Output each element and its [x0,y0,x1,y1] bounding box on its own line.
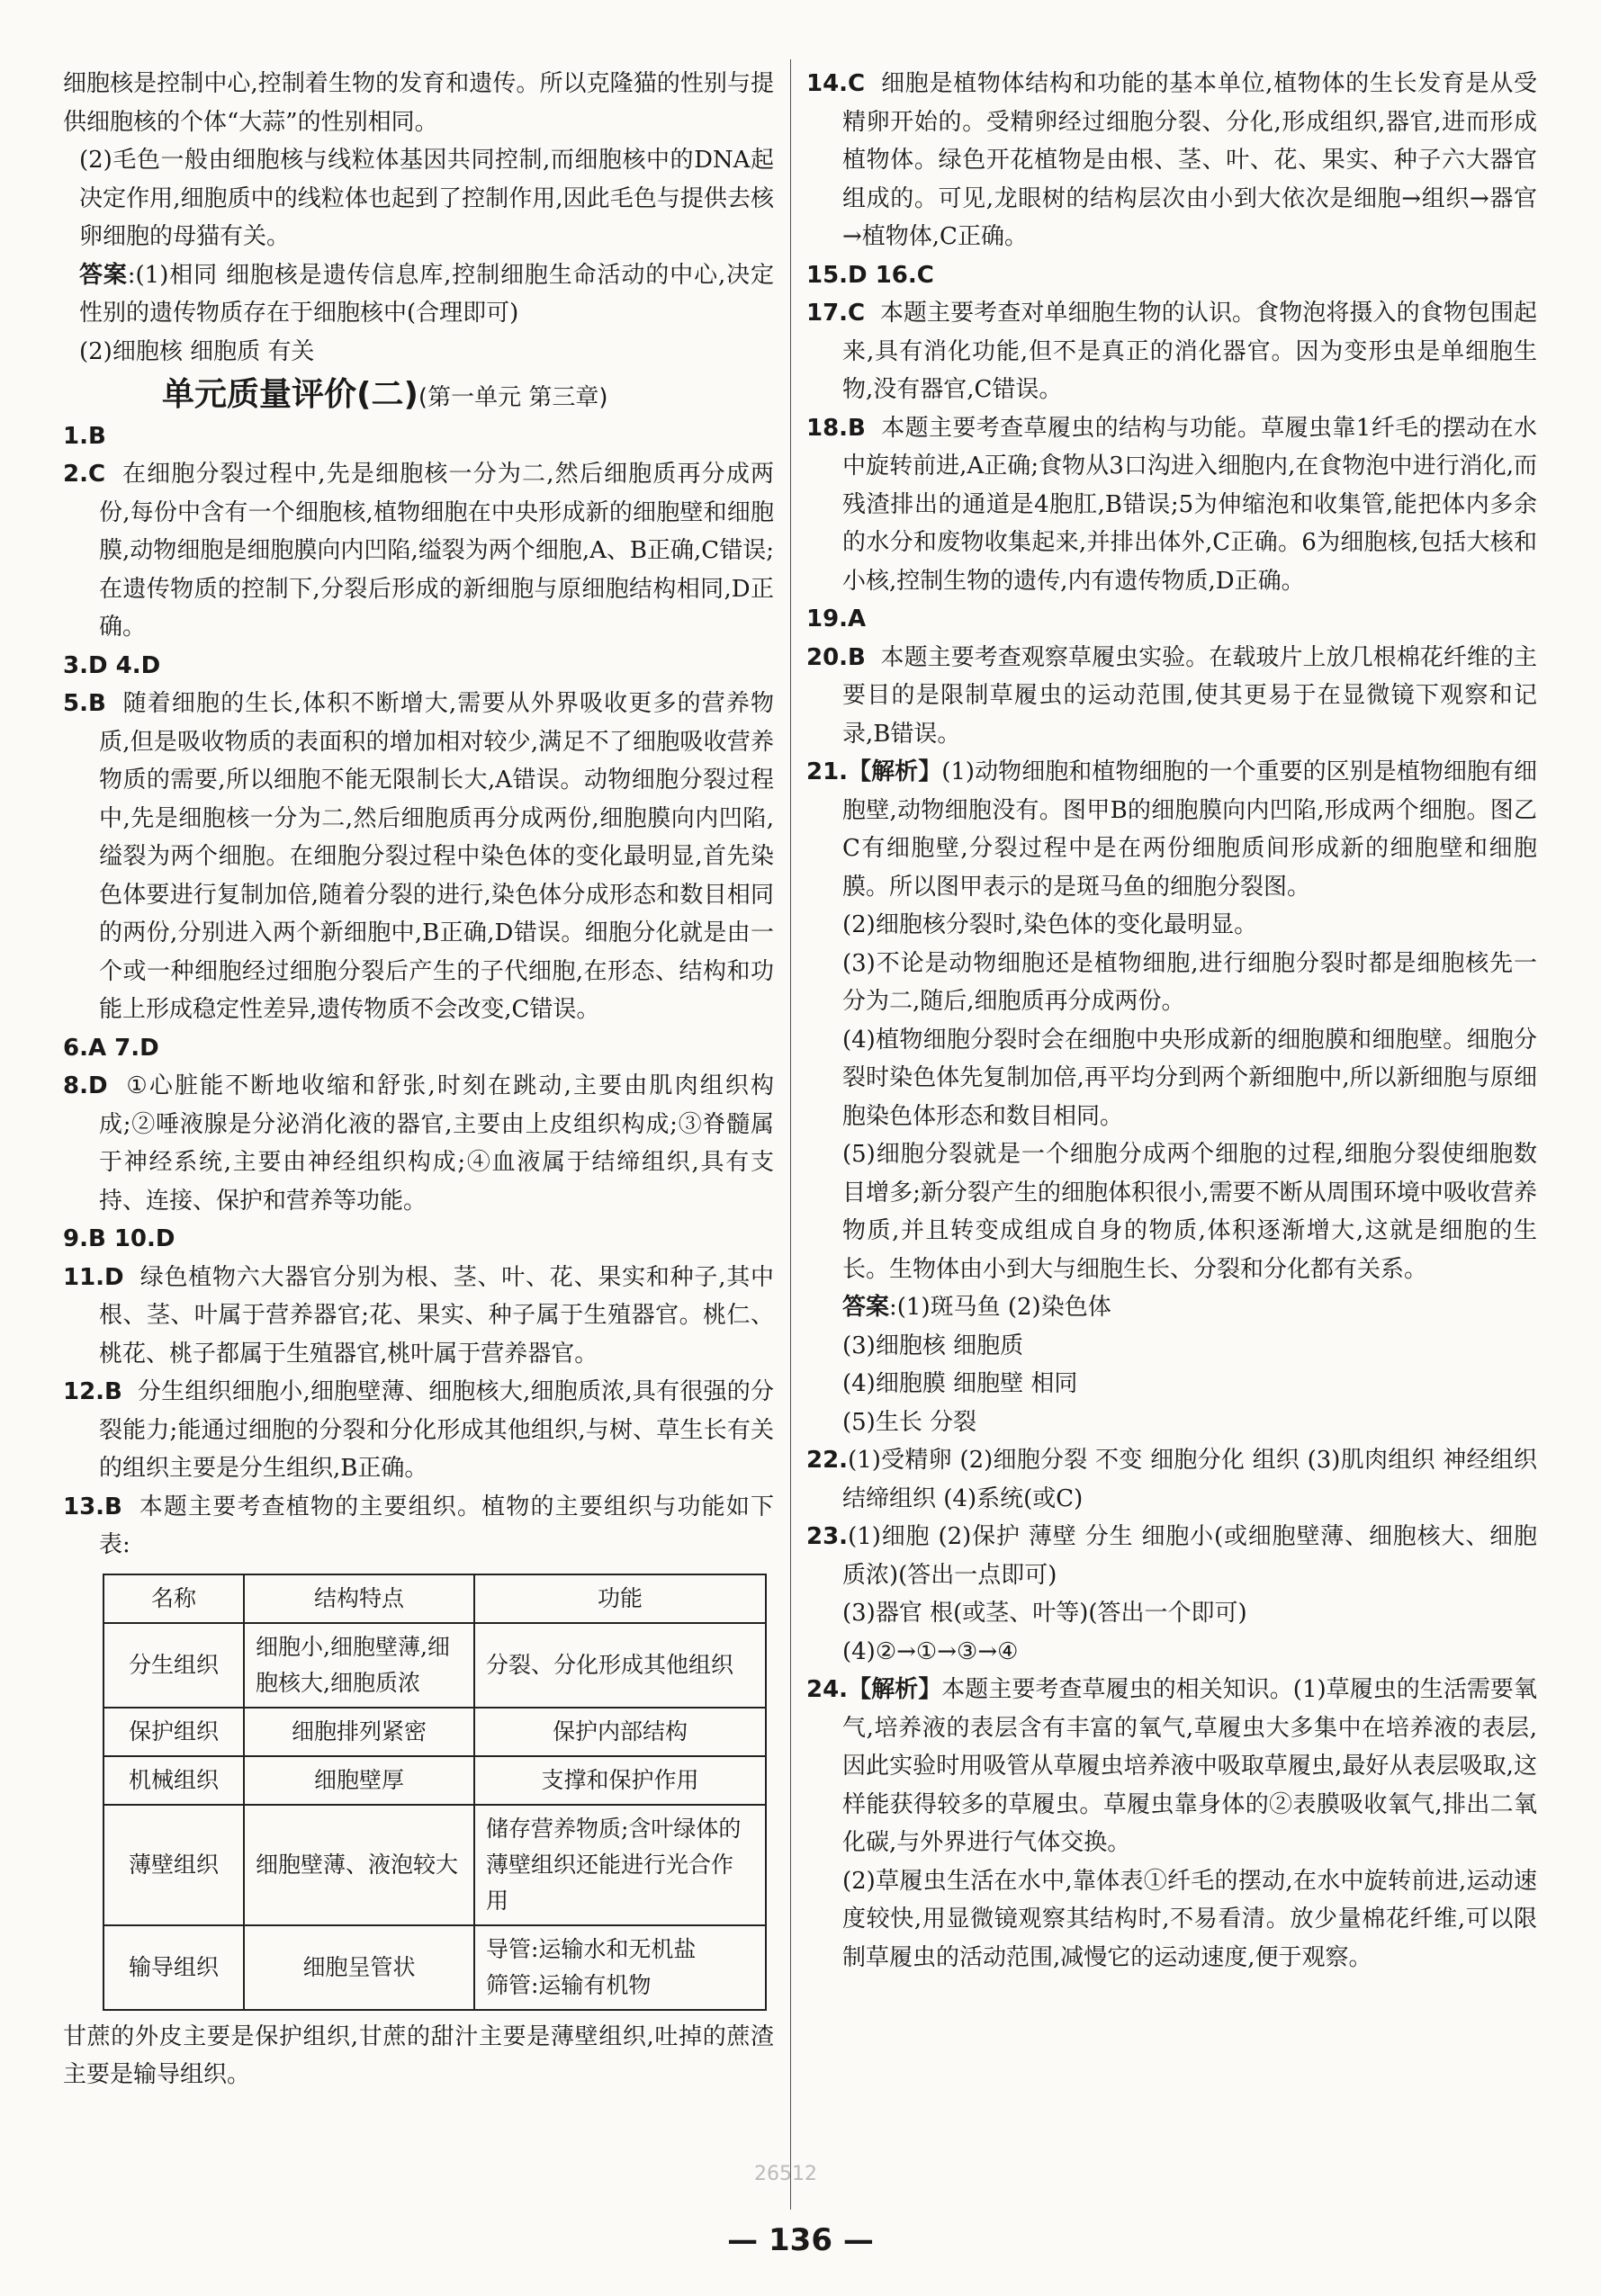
table-row: 输导组织 细胞呈管状 导管:运输水和无机盐 筛管:运输有机物 [103,1925,766,2010]
question-19: 19.A [806,605,867,632]
question-20: 20.B 本题主要考查观察草履虫实验。在载玻片上放几根棉花纤维的主要目的是限制草履虫的运动范围,使其更易于在显微镜下观察和记录,B错误。 [806,643,1537,748]
question-3-4: 3.D 4.D [63,651,161,679]
question-13: 13.B 本题主要考查植物的主要组织。植物的主要组织与功能如下表: [63,1493,774,1558]
q21-answer-2: (3)细胞核 细胞质 [842,1332,1024,1359]
question-18: 18.B 本题主要考查草履虫的结构与功能。草履虫靠1纤毛的摆动在水中旋转前进,A正确;食物从3口沟进入细胞内,在食物泡中进行消化,而残渣排出的通道是4胞肛,B错误;5为伸缩泡和收集管,能把体内多余的水分和废物收集起来,并排出体外,C正确。6为细胞核,包括大核和小核,控制生物的遗传,内有遗传物质,D正确。 [806,414,1538,595]
section-title-main: 单元质量评价(二) [162,376,418,413]
question-13-after: 甘蔗的外皮主要是保护组织,甘蔗的甜汁主要是薄壁组织,吐掉的蔗渣主要是输导组织。 [63,2022,774,2088]
tissue-table [103,1574,767,2011]
question-17: 17.C 本题主要考查对单细胞生物的认识。食物泡将摄入的食物包围起来,具有消化功能,但不是真正的消化器官。因为变形虫是单细胞生物,没有器官,C错误。 [806,300,1537,403]
q21-answer: 答案:(1)斑马鱼 (2)染色体 [842,1294,1111,1321]
question-12: 12.B 分生组织细胞小,细胞壁薄、细胞核大,细胞质浓,具有很强的分裂能力;能通过细胞的分裂和分化形成其他组织,与树、草生长有关的组织主要是分生组织,B正确。 [63,1378,774,1482]
question-11: 11.D 绿色植物六大器官分别为根、茎、叶、花、果实和种子,其中根、茎、叶属于营养器官;花、果实、种子属于生殖器官。桃仁、桃花、桃子都属于生殖器官,桃叶属于营养器官。 [63,1263,775,1368]
question-24: 24.【解析】本题主要考查草履虫的相关知识。(1)草履虫的生活需要氧气,培养液的表层含有丰富的氧气,草履虫大多集中在培养液的表层,因此实验时用吸管从草履虫培养液中吸取草履虫,最好从表层吸取,这样能获得较多的草履虫。草履虫靠身体的②表膜吸收氧气,排出二氧化碳,与外界进行气体交换。 [806,1676,1537,1856]
right-column [806,65,1537,1977]
intro-paragraph-2: (2)毛色一般由细胞核与线粒体基因共同控制,而细胞核中的DNA起决定作用,细胞质中的线粒体也起到了控制作用,因此毛色与提供去核卵细胞的母猫有关。 [79,147,774,250]
question-14: 14.C 细胞是植物体结构和功能的基本单位,植物体的生长发育是从受精卵开始的。受精卵经过细胞分裂、分化,形成组织,器官,进而形成植物体。绿色开花植物是由根、茎、叶、花、果实、种子六大器官组成的。可见,龙眼树的结构层次由小到大依次是细胞→组织→器官→植物体,C正确。 [806,70,1538,250]
section-title-sub: (第一单元 第三章) [418,384,608,411]
q21-answer-4: (5)生长 分裂 [842,1408,977,1436]
table-header: 功能 [474,1574,766,1623]
q21-part-3: (3)不论是动物细胞还是植物细胞,进行细胞分裂时都是细胞核先一分为二,随后,细胞质再分成两份。 [842,949,1537,1015]
column-divider [790,59,791,2210]
q23-part-4: (4)②→①→③→④ [842,1637,1019,1665]
question-5: 5.B 随着细胞的生长,体积不断增大,需要从外界吸收更多的营养物质,但是吸收物质的表面积的增加相对较少,满足不了细胞吸收营养物质的需要,所以细胞不能无限制长大,A错误。动物细胞分裂过程中,先是细胞核一分为二,然后细胞质再分成两份,细胞膜向内凹陷,缢裂为两个细胞。在细胞分裂过程中染色体的变化最明显,首先染色体要进行复制加倍,随着分裂的进行,染色体分成形态和数目相同的两份,分别进入两个新细胞中,B正确,D错误。细胞分化就是由一个或一种细胞经过细胞分裂后产生的子代细胞,在形态、结构和功能上形成稳定性差异,遗传物质不会改变,C错误。 [63,690,775,1023]
page-number: — 136 — [727,2222,874,2258]
question-23: 23.(1)细胞 (2)保护 薄壁 分生 细胞小(或细胞壁薄、细胞核大、细胞质浓)(答出一点即可) [806,1523,1537,1589]
table-row: 保护组织 细胞排列紧密 保护内部结构 [103,1708,766,1756]
intro-paragraph-1: 细胞核是控制中心,控制着生物的发育和遗传。所以克隆猫的性别与提供细胞核的个体“大蒜”的性别相同。 [63,70,774,136]
question-2: 2.C 在细胞分裂过程中,先是细胞核一分为二,然后细胞质再分成两份,每份中含有一个细胞核,植物细胞在中央形成新的细胞壁和细胞膜,动物细胞是细胞膜向内凹陷,缢裂为两个细胞,A、B正确,C错误;在遗传物质的控制下,分裂后形成的新细胞与原细胞结构相同,D正确。 [63,461,775,641]
q23-part-3: (3)器官 根(或茎、叶等)(答出一个即可) [842,1600,1247,1627]
q21-answer-3: (4)细胞膜 细胞壁 相同 [842,1370,1078,1397]
question-21: 21.【解析】(1)动物细胞和植物细胞的一个重要的区别是植物细胞有细胞壁,动物细胞没有。图甲B的细胞膜向内凹陷,形成两个细胞。图乙C有细胞壁,分裂过程中是在两份细胞质间形成新的细胞壁和细胞膜。所以图甲表示的是斑马鱼的细胞分裂图。 [806,758,1537,901]
q24-part-2: (2)草履虫生活在水中,靠体表①纤毛的摆动,在水中旋转前进,运动速度较快,用显微镜观察其结构时,不易看清。放少量棉花纤维,可以限制草履虫的活动范围,减慢它的运动速度,便于观察。 [842,1867,1537,1971]
table-row: 机械组织 细胞壁厚 支撑和保护作用 [103,1756,766,1805]
q21-part-4: (4)植物细胞分裂时会在细胞中央形成新的细胞膜和细胞壁。细胞分裂时染色体先复制加倍,再平均分到两个新细胞中,所以新细胞与原细胞染色体形态和数目相同。 [842,1026,1537,1130]
table-row: 分生组织 细胞小,细胞壁薄,细胞核大,细胞质浓 分裂、分化形成其他组织 [103,1623,766,1708]
left-column [63,65,774,2094]
q21-part-5: (5)细胞分裂就是一个细胞分成两个细胞的过程,细胞分裂使细胞数目增多;新分裂产生的细胞体积很小,需要不断从周围环境中吸收营养物质,并且转变成组成自身的物质,体积逐渐增大,这就是细胞的生长。生物体由小到大与细胞生长、分裂和分化都有关系。 [842,1141,1537,1283]
table-header-row [103,1574,766,1623]
question-6-7: 6.A 7.D [63,1034,159,1062]
intro-answer [63,256,774,333]
q21-part-2: (2)细胞核分裂时,染色体的变化最明显。 [842,911,1258,938]
table-header: 名称 [103,1574,244,1623]
question-15-16: 15.D 16.C [806,261,934,289]
table-row: 薄壁组织 细胞壁薄、液泡较大 储存营养物质;含叶绿体的薄壁组织还能进行光合作用 [103,1805,766,1925]
question-8: 8.D ①心脏能不断地收缩和舒张,时刻在跳动,主要由肌肉组织构成;②唾液腺是分泌消化液的器官,主要由上皮组织构成;③脊髓属于神经系统,主要由神经组织构成;④血液属于结缔组织,具有支持、连接、保护和营养等功能。 [63,1072,775,1215]
table-header: 结构特点 [244,1574,474,1623]
question-1: 1.B [63,422,106,450]
watermark: 26512 [754,2163,817,2185]
answer-text: :(1)相同 细胞核是遗传信息库,控制细胞生命活动的中心,决定性别的遗传物质存在于细胞核中(合理即可) [79,261,774,327]
question-9-10: 9.B 10.D [63,1225,175,1252]
section-title [63,376,774,417]
intro-answer-2: (2)细胞核 细胞质 有关 [79,337,315,365]
answer-label: 答案 [79,261,128,289]
question-22: 22.(1)受精卵 (2)细胞分裂 不变 细胞分化 组织 (3)肌肉组织 神经组织 结缔组织 (4)系统(或C) [806,1447,1537,1512]
